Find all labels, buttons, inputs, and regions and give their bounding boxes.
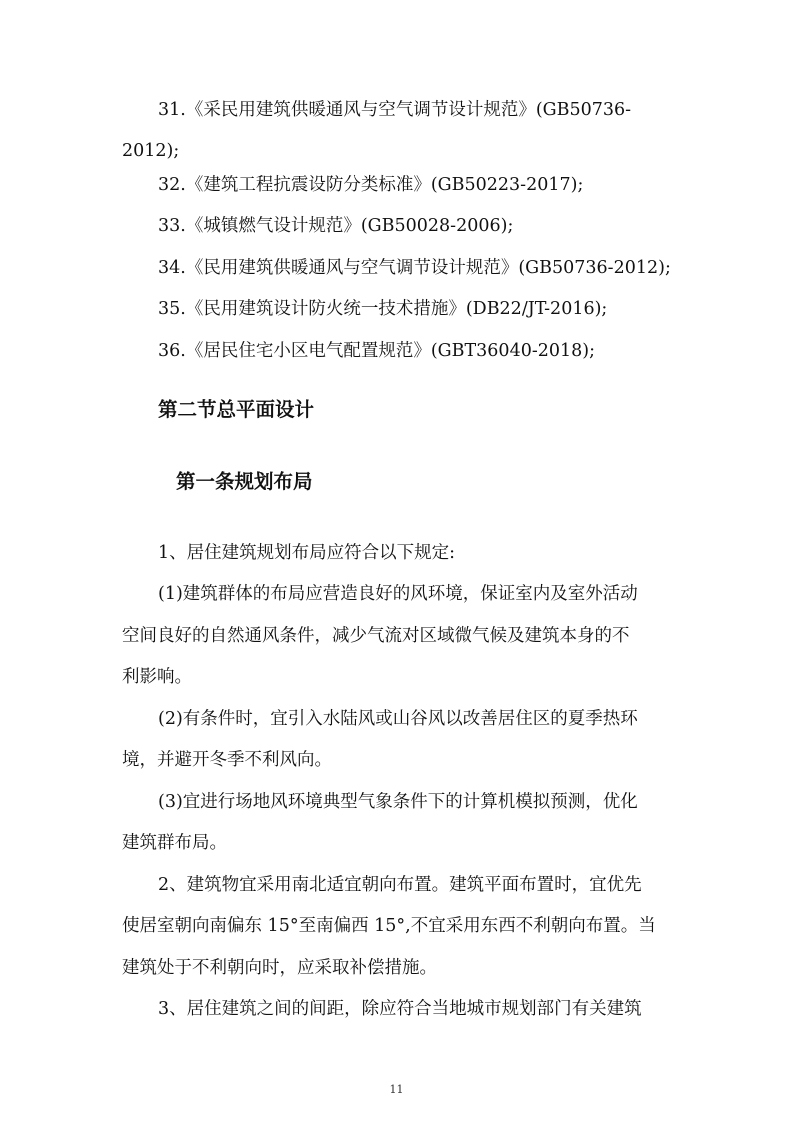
reference-item-32: 32.《建筑工程抗震设防分类标准》(GB50223-2017); xyxy=(158,175,584,195)
page-number: 11 xyxy=(389,1083,404,1096)
paragraph-4-line-2: 建筑群布局。 xyxy=(122,833,227,853)
reference-item-35: 35.《民用建筑设计防火统一技术措施》(DB22/JT-2016); xyxy=(158,299,608,319)
reference-item-31: 31.《采民用建筑供暖通风与空气调节设计规范》(GB50736- xyxy=(158,100,632,120)
paragraph-5-line-1: 2、建筑物宜采用南北适宜朝向布置。建筑平面布置时，宜优先 xyxy=(158,875,642,895)
paragraph-4-line-1: (3)宜进行场地风环境典型气象条件下的计算机模拟预测，优化 xyxy=(158,792,638,812)
paragraph-3-line-2: 境，并避开冬季不利风向。 xyxy=(122,750,332,770)
paragraph-5-line-2: 使居室朝向南偏东 15°至南偏西 15°,不宜采用东西不利朝向布置。当 xyxy=(122,916,656,936)
paragraph-3-line-1: (2)有条件时，宜引入水陆风或山谷风以改善居住区的夏季热环 xyxy=(158,709,638,729)
reference-item-34: 34.《民用建筑供暖通风与空气调节设计规范》(GB50736-2012); xyxy=(158,258,671,278)
paragraph-2-line-2: 空间良好的自然通风条件，减少气流对区域微气候及建筑本身的不 xyxy=(122,626,630,646)
paragraph-6-line-1: 3、居住建筑之间的间距，除应符合当地城市规划部门有关建筑 xyxy=(158,999,642,1019)
paragraph-2-line-1: (1)建筑群体的布局应营造良好的风环境，保证室内及室外活动 xyxy=(158,584,638,604)
reference-item-33: 33.《城镇燃气设计规范》(GB50028-2006); xyxy=(158,216,514,236)
reference-item-31-continued: 2012); xyxy=(122,141,180,161)
paragraph-2-line-3: 利影响。 xyxy=(122,667,192,687)
paragraph-1-line-1: 1、居住建筑规划布局应符合以下规定: xyxy=(158,543,456,563)
section-title: 第二节总平面设计 xyxy=(158,398,315,421)
article-title: 第一条规划布局 xyxy=(176,470,313,493)
paragraph-5-line-3: 建筑处于不利朝向时，应采取补偿措施。 xyxy=(122,958,437,978)
reference-item-36: 36.《居民住宅小区电气配置规范》(GBT36040-2018); xyxy=(158,341,596,361)
